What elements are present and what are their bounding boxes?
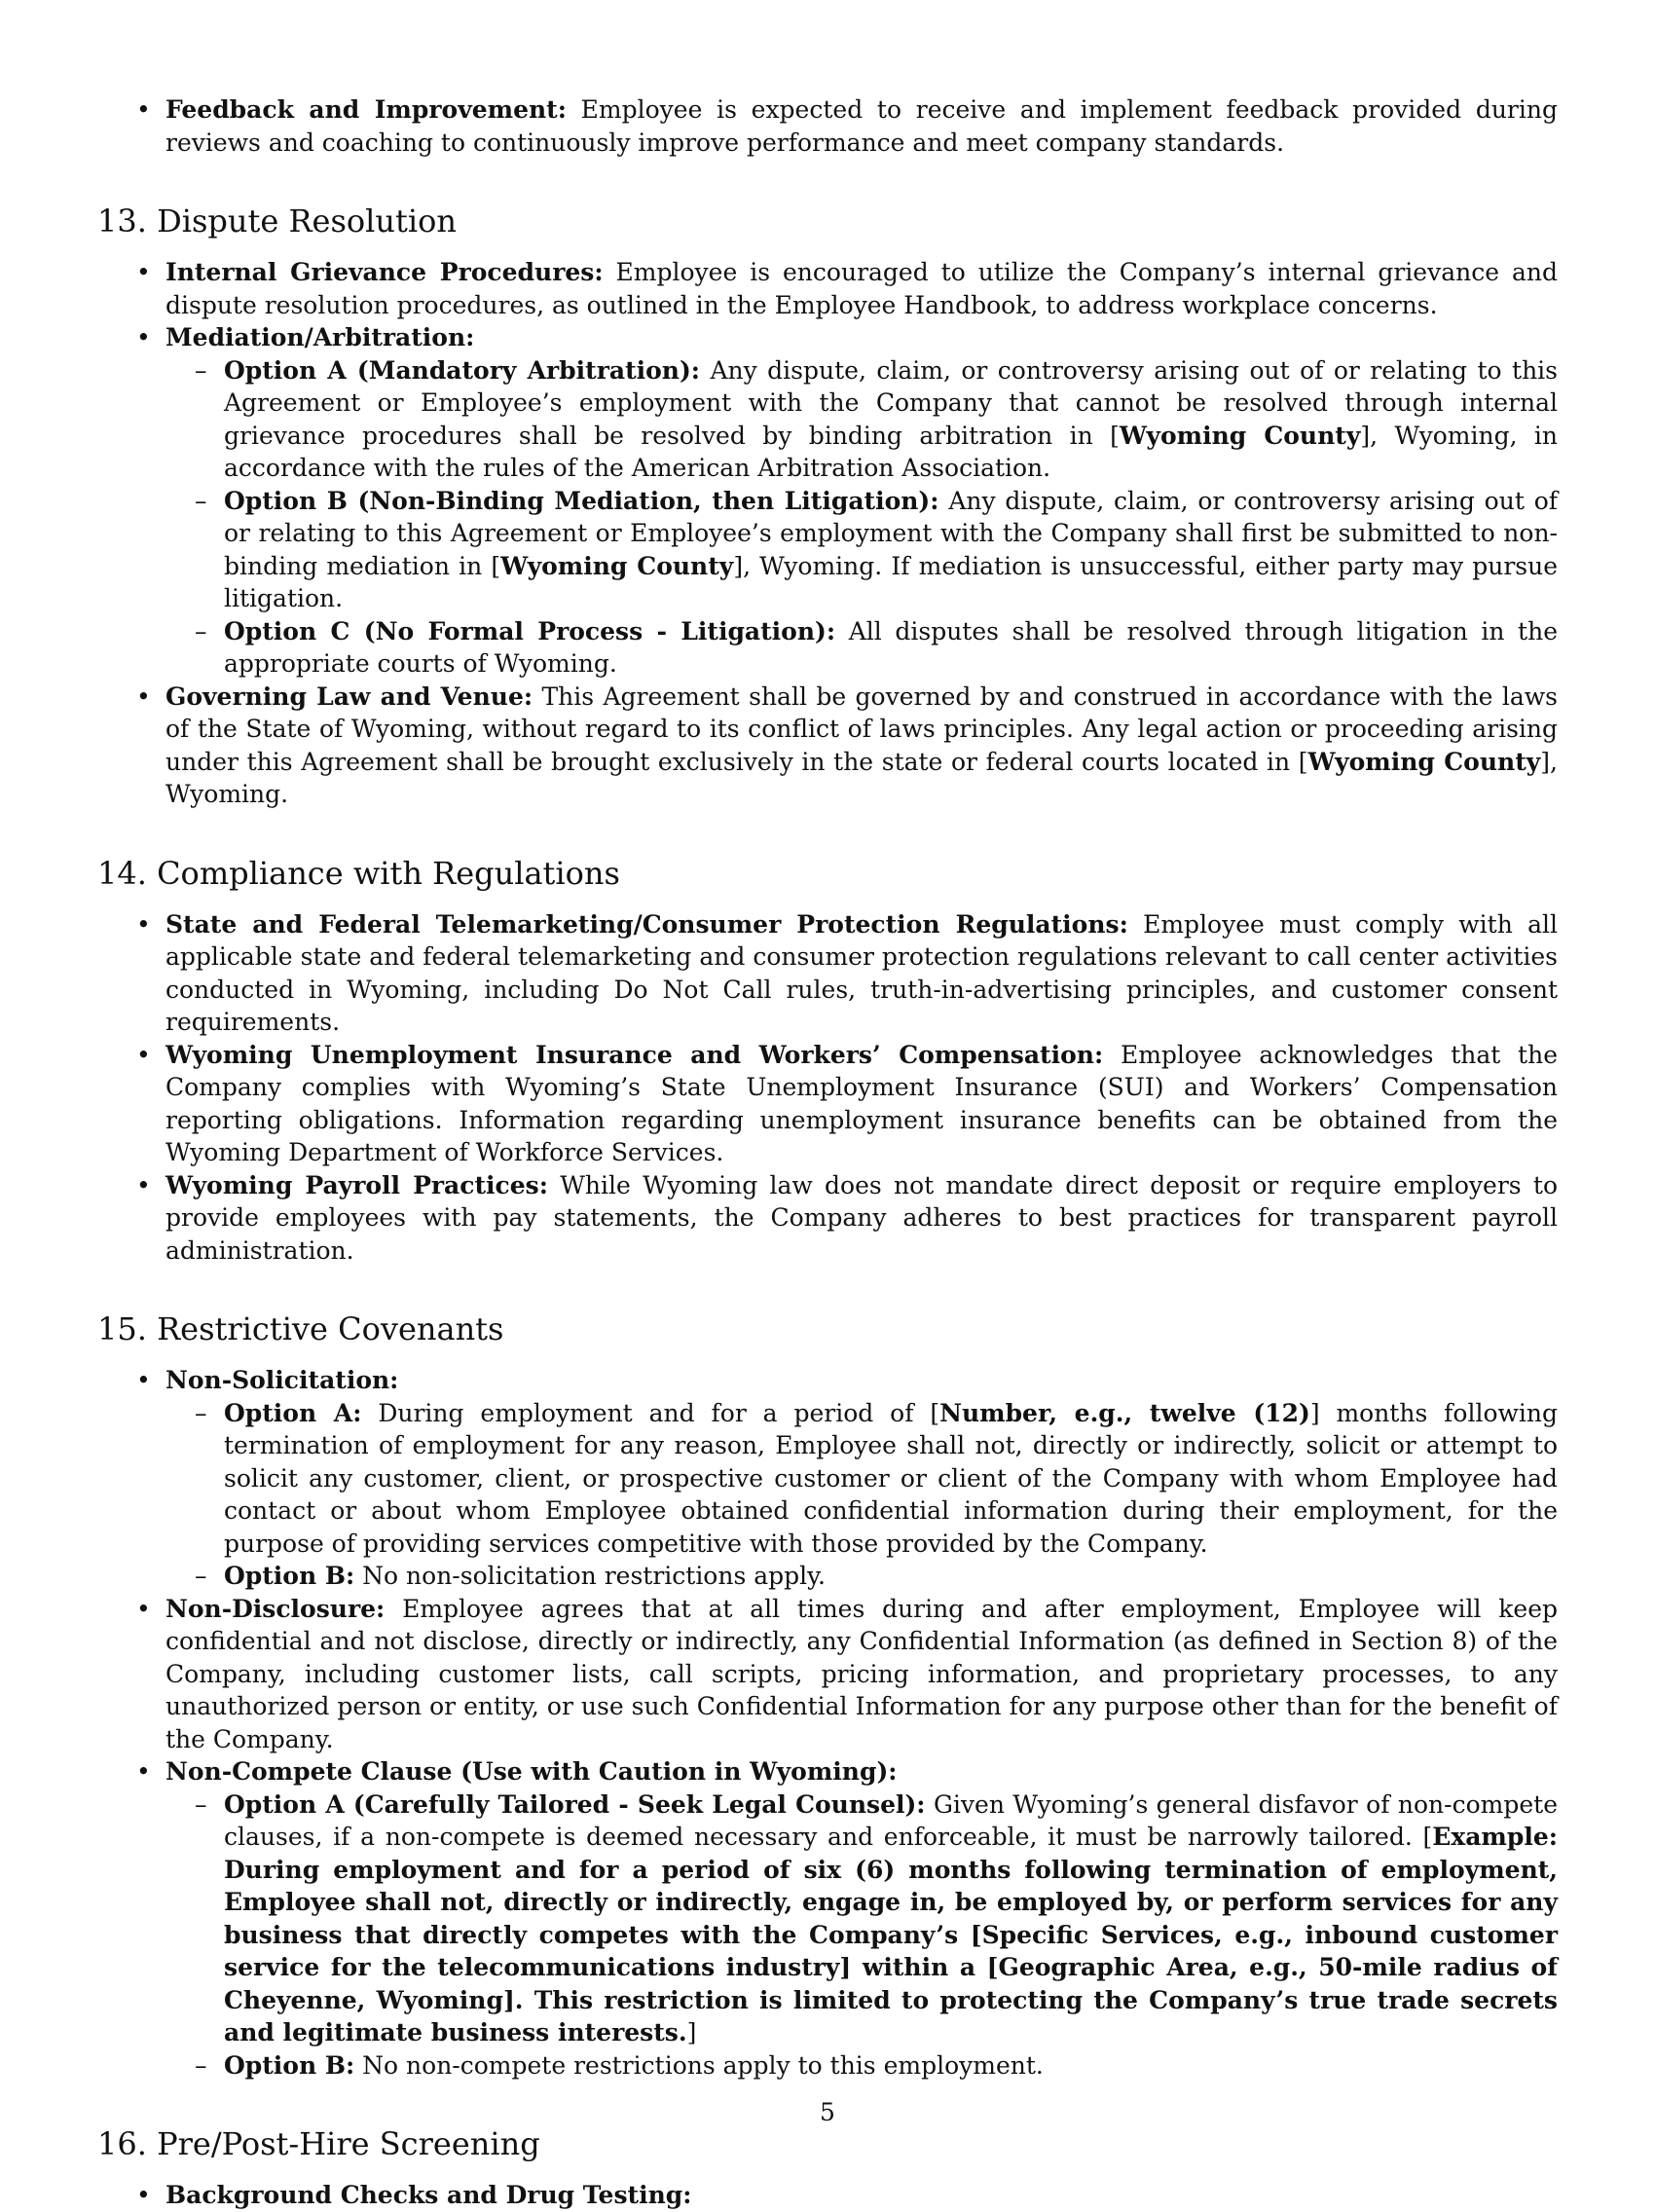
item-label: Wyoming Unemployment Insurance and Workers’ Compensation: (166, 1040, 1104, 1069)
option-a (166, 354, 1558, 485)
option-c (166, 615, 1558, 681)
item-label: State and Federal Telemarketing/Consumer Protection Regulations: (166, 909, 1128, 939)
option-label: Option A (Carefully Tailored - Seek Legal Counsel): (224, 1789, 926, 1819)
option-text: ], Wyoming. If mediation is unsuccessful, either party may pursue litigation. (224, 551, 1558, 612)
list-item-grievance (97, 256, 1558, 321)
item-text: Employee is expected to receive and implement feedback provided during reviews and coaching to continuously improve performance and meet company standards. (166, 95, 1558, 157)
placeholder-county: Wyoming County (1307, 747, 1541, 776)
placeholder-county: Wyoming County (500, 551, 734, 580)
option-text: Given Wyoming’s general disfavor of non-compete clauses, if a non-compete is deemed necessary and enforceable, it must be narrowly tailored. [ (224, 1789, 1558, 1851)
non-compete-options (166, 1788, 1558, 2083)
list-item-background-checks (97, 2179, 1558, 2212)
item-label: Feedback and Improvement: (166, 95, 567, 124)
item-text: Employee agrees that at all times during and after employment, Employee will keep confidential and not disclose, directly or indirectly, any Confidential Information (as defined in Section 8) of the Company, including customer lists, call scripts, pricing information, and proprietary processes, to any unauthorized person or entity, or use such Confidential Information for any purpose other than for the benefit of the Company. (166, 1594, 1558, 1753)
list-item-governing-law (97, 681, 1558, 811)
item-text: Employee is encouraged to utilize the Company’s internal grievance and dispute resolution procedures, as outlined in the Employee Handbook, to address workplace concerns. (166, 258, 1558, 319)
section-14-heading: 14. Compliance with Regulations (97, 854, 620, 892)
option-text: All disputes shall be resolved through litigation in the appropriate courts of Wyoming. (224, 616, 1559, 678)
list-item-non-solicitation (97, 1364, 1558, 1593)
section-15-list (97, 1364, 1558, 2082)
section-16-heading: 16. Pre/Post-Hire Screening (97, 2125, 540, 2162)
non-solicitation-options (166, 1397, 1558, 1593)
item-label: Non-Solicitation: (166, 1366, 399, 1394)
section-14-list (97, 908, 1558, 1268)
option-label: Option B: (224, 2050, 355, 2080)
list-item-payroll (97, 1169, 1558, 1268)
option-text: Any dispute, claim, or controversy arising out of or relating to this Agreement or Employee’s employment with the Company that cannot be resolved through internal grievance procedures shall be resolved by binding arbitration in [ (224, 355, 1558, 450)
example-clause: Example: During employment and for a period of six (6) months following termination of employment, Employee shall not, directly or indirectly, engage in, be employed by, or perform services for any business that directly competes with the Company’s [Specific Services, e.g., inbound customer service for the telecommunications industry] within a [Geographic Area, e.g., 50-mile radius of Cheyenne, Wyoming]. This restriction is limited to protecting the Company’s true trade secrets and legitimate business interests. (224, 1823, 1558, 2046)
option-label: Option B (Non-Binding Mediation, then Litigation): (224, 486, 939, 515)
option-b (166, 485, 1558, 615)
list-item-telemarketing (97, 908, 1558, 1039)
option-text: ] (686, 2018, 697, 2046)
item-label: Wyoming Payroll Practices: (166, 1170, 548, 1199)
section-13-list (97, 256, 1558, 811)
list-item-unemployment (97, 1039, 1558, 1169)
option-text: ] months following termination of employment for any reason, Employee shall not, directly or indirectly, solicit or attempt to solicit any customer, client, or prospective customer or client of the Company with whom Employee had contact or about whom Employee obtained confidential information during their employment, for the purpose of providing services competitive with those provided by the Company. (224, 1398, 1559, 1558)
item-label: Non-Disclosure: (166, 1594, 386, 1623)
option-text: No non-solicitation restrictions apply. (354, 1562, 826, 1590)
option-b (166, 1560, 1558, 1593)
section-16-list (97, 2179, 1558, 2212)
item-text: This Agreement shall be governed by and construed in accordance with the laws of the State of Wyoming, without regard to its conflict of laws principles. Any legal action or proceeding arising under this Agreement shall be brought exclusively in the state or federal courts located in [ (166, 682, 1559, 776)
section-12-list (97, 93, 1558, 159)
item-text: ], Wyoming. (166, 747, 1558, 808)
item-text: Employee acknowledges that the Company complies with Wyoming’s State Unemployment Insurance (SUI) and Workers’ Compensation reporting obligations. Information regarding unemployment insurance benefits can be obtained from the Wyoming Department of Workforce Services. (166, 1040, 1558, 1166)
item-label: Governing Law and Venue: (166, 682, 533, 711)
option-text: Any dispute, claim, or controversy arising out of or relating to this Agreement or Employee’s employment with the Company shall first be submitted to non-binding mediation in [ (224, 486, 1558, 580)
item-text: Employee must comply with all applicable state and federal telemarketing and consumer protection regulations relevant to call center activities conducted in Wyoming, including Do Not Call rules, truth-in-advertising principles, and customer consent requirements. (166, 909, 1558, 1036)
item-text: While Wyoming law does not mandate direct deposit or require employers to provide employees with pay statements, the Company adheres to best practices for transparent payroll administration. (166, 1170, 1558, 1265)
option-a (166, 1397, 1558, 1561)
item-label: Background Checks and Drug Testing: (166, 2181, 692, 2209)
item-label: Mediation/Arbitration: (166, 323, 475, 351)
option-text: No non-compete restrictions apply to this employment. (354, 2050, 1044, 2080)
list-item-non-compete (97, 1755, 1558, 2082)
list-item-non-disclosure (97, 1593, 1558, 1756)
item-label: Non-Compete Clause (Use with Caution in Wyoming): (166, 1757, 898, 1786)
placeholder-county: Wyoming County (1119, 421, 1361, 450)
section-15-heading: 15. Restrictive Covenants (97, 1310, 504, 1347)
item-label: Internal Grievance Procedures: (166, 258, 604, 286)
option-label: Option B: (224, 1562, 355, 1590)
list-item-mediation (97, 321, 1558, 681)
list-item-feedback (97, 93, 1558, 159)
option-text: During employment and for a period of [ (361, 1398, 940, 1427)
document-page (97, 93, 1558, 2212)
option-b (166, 2049, 1558, 2083)
option-label: Option C (No Formal Process - Litigation): (224, 616, 836, 645)
option-text: ], Wyoming, in accordance with the rules of the American Arbitration Association. (224, 421, 1559, 482)
option-a (166, 1788, 1558, 2049)
placeholder-number: Number, e.g., twelve (12) (939, 1398, 1310, 1427)
mediation-options (166, 354, 1558, 681)
section-13-heading: 13. Dispute Resolution (97, 203, 457, 240)
page-number: 5 (820, 2098, 835, 2126)
option-label: Option A (Mandatory Arbitration): (224, 355, 701, 385)
option-label: Option A: (224, 1398, 362, 1427)
